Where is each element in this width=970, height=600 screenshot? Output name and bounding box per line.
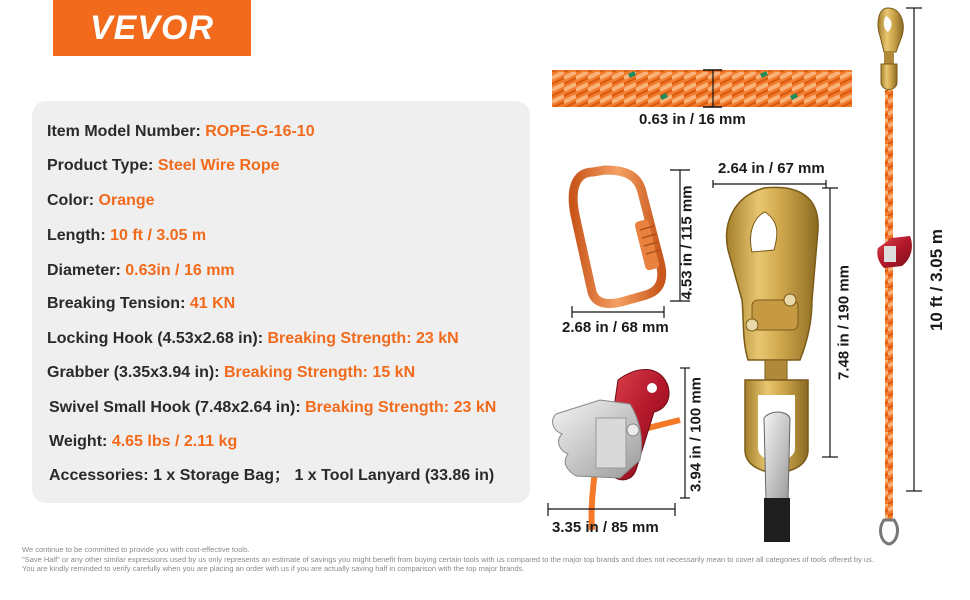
disclaimer [22, 545, 962, 574]
rope-sample-image [552, 70, 852, 107]
spec-label: Locking Hook (4.53x2.68 in): [47, 330, 268, 347]
spec-label: Weight: [49, 433, 112, 450]
spec-value: 10 ft / 3.05 m [110, 227, 207, 244]
spec-value: Orange [98, 192, 155, 209]
grabber-height-label: 3.94 in / 100 mm [687, 376, 705, 493]
spec-value: 41 KN [189, 295, 236, 312]
spec-label: Breaking Tension: [47, 295, 190, 312]
spec-value: ROPE-G-16-10 [205, 123, 315, 140]
spec-value: 4.65 lbs / 2.11 kg [111, 433, 238, 450]
spec-value: Breaking Strength: 15 kN [223, 364, 416, 381]
spec-label: Product Type: [47, 157, 158, 174]
carabiner-height-label: 4.53 in / 115 mm [678, 185, 696, 300]
disclaimer-line-3: You are kindly reminded to verify carefully when you are placing an order with us if you are actually saving half in comparison with the top major brands. [22, 564, 525, 574]
spec-label: Grabber (3.35x3.94 in): [47, 364, 224, 381]
rope-diameter-label: 0.63 in / 16 mm [639, 111, 746, 128]
snap-hook-width-label: 2.64 in / 67 mm [718, 160, 825, 177]
disclaimer-line-1: We continue to be committed to provide you with cost-effective tools. [22, 545, 250, 554]
spec-label: Item Model Number: [47, 123, 206, 140]
disclaimer-line-2: "Save Half" or any other similar expressions used by us only represents an estimate of savings you might benefit from buying certain tools with us compared to the major top brands and does not necessarily mean to cover all categories of tools offered by us. [22, 554, 874, 564]
spec-label: Color: [47, 192, 99, 209]
brand-logo-text: VEVOR [89, 8, 215, 47]
grabber-width-label: 3.35 in / 85 mm [552, 519, 659, 536]
spec-value: 0.63in / 16 mm [125, 262, 235, 279]
total-length-label: 10 ft / 3.05 m [927, 228, 946, 332]
carabiner-image [572, 170, 690, 318]
carabiner-width-label: 2.68 in / 68 mm [562, 319, 669, 336]
spec-label: Swivel Small Hook (7.48x2.64 in): [49, 399, 306, 416]
full-lanyard-image [877, 8, 922, 544]
spec-value: Steel Wire Rope [157, 157, 280, 174]
spec-value: Breaking Strength: 23 kN [267, 330, 459, 347]
snap-hook-height-label: 7.48 in / 190 mm [835, 264, 853, 381]
spec-label: Length: [47, 227, 111, 244]
spec-label: Accessories: 1 x Storage Bag； 1 x Tool Lanyard (33.86 in) [49, 467, 495, 484]
spec-value: Breaking Strength: 23 kN [305, 399, 497, 416]
spec-label: Diameter: [47, 262, 126, 279]
grabber-image [548, 368, 690, 530]
snap-hook-image [713, 180, 838, 542]
